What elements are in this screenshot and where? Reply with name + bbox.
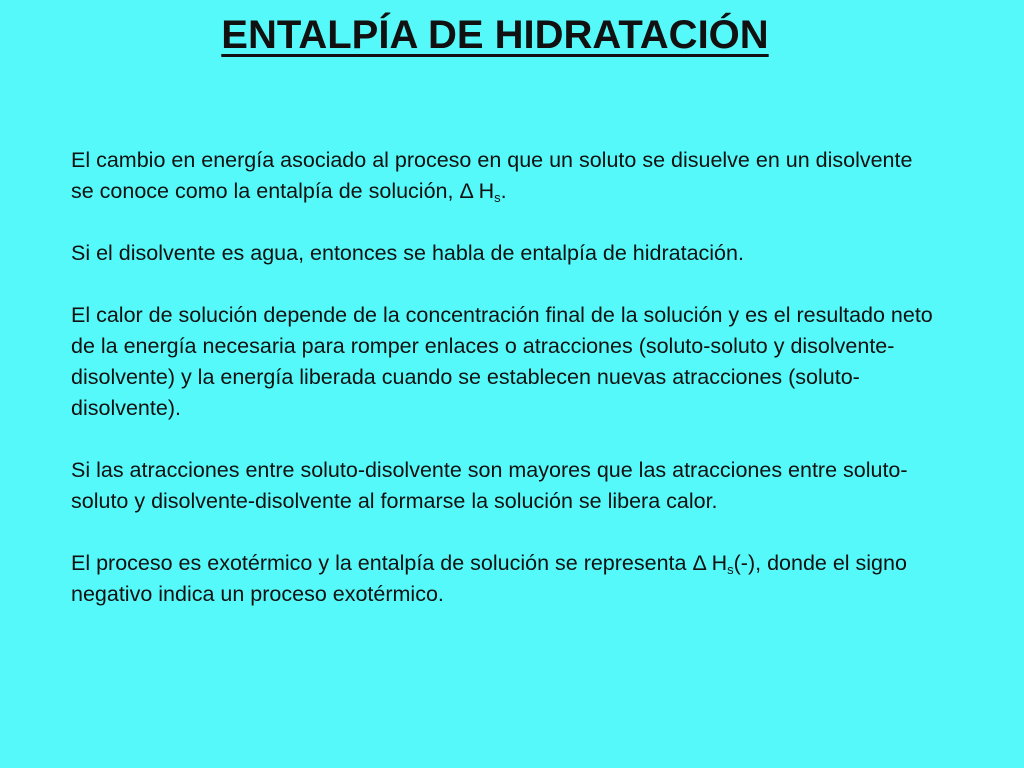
paragraph-5-text: El proceso es exotérmico y la entalpía de solución se representa Δ H — [71, 551, 728, 575]
subscript-s: s — [494, 190, 501, 205]
paragraph-1-text: El cambio en energía asociado al proceso en que un soluto se disuelve en un disolvente se conoce como la entalpía de solución, Δ H — [71, 148, 913, 203]
slide-title-text: ENTALPÍA DE HIDRATACIÓN — [221, 13, 769, 57]
paragraph-5-end: (-), donde el signo negativo indica un proceso exotérmico. — [71, 551, 907, 606]
slide-body — [71, 145, 941, 610]
paragraph-4-text: Si las atracciones entre soluto-disolvente son mayores que las atracciones entre soluto-soluto y disolvente-disolvente al formarse la solución se libera calor. — [71, 458, 908, 513]
paragraph-1-end: . — [500, 179, 507, 203]
paragraph-hydration — [71, 238, 941, 269]
paragraph-attractions — [71, 455, 941, 517]
paragraph-exothermic — [71, 548, 941, 610]
paragraph-heat-of-solution — [71, 300, 941, 424]
slide-title — [0, 10, 990, 60]
subscript-s: s — [727, 562, 734, 577]
paragraph-2-text: Si el disolvente es agua, entonces se habla de entalpía de hidratación. — [71, 241, 744, 265]
paragraph-enthalpy-of-solution — [71, 145, 941, 207]
paragraph-3-text: El calor de solución depende de la concentración final de la solución y es el resultado neto de la energía necesaria para romper enlaces o atracciones (soluto-soluto y disolvente-disolvente) y la energía liberada cuando se establecen nuevas atracciones (soluto-disolvente). — [71, 303, 933, 420]
